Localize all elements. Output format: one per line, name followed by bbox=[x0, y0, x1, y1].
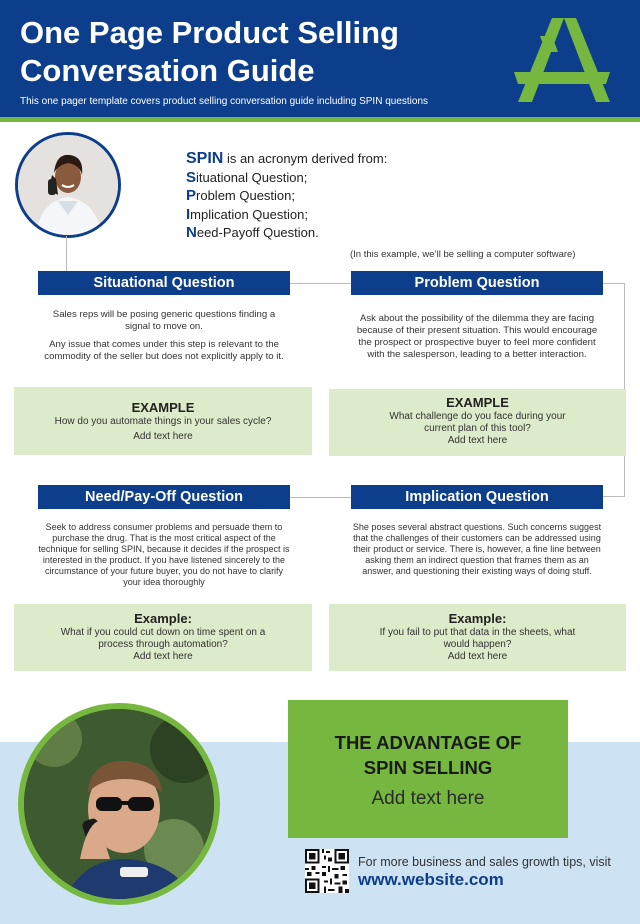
example-text: What if you could cut down on time spent on a process through automation? bbox=[60, 627, 266, 650]
example-title: Example: bbox=[448, 611, 507, 626]
spin-line-text: ituational Question; bbox=[196, 169, 308, 185]
example-text: If you fail to put that data in the sheets, what would happen? bbox=[379, 627, 576, 650]
spin-line-p bbox=[186, 187, 387, 206]
advantage-add-text: Add text here bbox=[371, 788, 485, 809]
implication-example-box bbox=[329, 604, 626, 671]
situational-body-para1: Sales reps will be posing generic questions finding a signal to move on. bbox=[52, 309, 276, 332]
implication-question-body: She poses several abstract questions. Such concerns suggest that the challenges of their customers can be addressed using their product or service. There is, however, a fine line between asking them an indirect question that frames them as an answer, and questioning their existing ways of doing stuff. bbox=[352, 522, 602, 576]
example-title: Example: bbox=[134, 611, 192, 626]
connector-top-horizontal bbox=[290, 283, 352, 284]
problem-question-header: Problem Question bbox=[351, 271, 603, 295]
spin-line-text: mplication Question; bbox=[190, 206, 308, 222]
problem-example-box bbox=[329, 389, 626, 456]
spin-line-n bbox=[186, 224, 387, 243]
problem-question-body: Ask about the possibility of the dilemma they are facing because of their present situation. This would encourage the prospect or prospective buyer to feel more confident with the salesperson, leading to a better interaction. bbox=[356, 313, 598, 360]
spin-initial: S bbox=[186, 168, 197, 186]
example-add-text: Add text here bbox=[447, 651, 508, 662]
spin-initial: I bbox=[186, 205, 191, 223]
example-title: EXAMPLE bbox=[446, 395, 509, 410]
need-payoff-question-header: Need/Pay-Off Question bbox=[38, 485, 290, 509]
example-note: (In this example, we’ll be selling a computer software) bbox=[350, 249, 576, 260]
qr-code-icon bbox=[305, 849, 349, 893]
example-add-text: Add text here bbox=[133, 431, 193, 442]
spin-line-i bbox=[186, 206, 387, 225]
page-subtitle: This one pager template covers product selling conversation guide including SPIN questions bbox=[20, 96, 429, 107]
footer-website-link[interactable]: www.website.com bbox=[358, 870, 504, 889]
implication-question-header: Implication Question bbox=[351, 485, 603, 509]
footer-text: For more business and sales growth tips, visit bbox=[358, 855, 611, 869]
spin-line-s bbox=[186, 169, 387, 188]
example-title: EXAMPLE bbox=[131, 400, 195, 415]
spin-word: SPIN bbox=[186, 150, 224, 167]
spin-initial: P bbox=[186, 187, 197, 204]
example-add-text: Add text here bbox=[133, 651, 193, 662]
header-banner bbox=[0, 0, 640, 117]
spin-definition bbox=[186, 150, 387, 243]
businesswoman-photo bbox=[15, 132, 121, 238]
example-text: How do you automate things in your sales cycle? bbox=[54, 416, 272, 427]
advantage-title-line1: THE ADVANTAGE OF bbox=[334, 732, 522, 753]
header-accent-bar bbox=[0, 117, 640, 122]
spin-line-text: roblem Question; bbox=[196, 188, 296, 203]
page-title: One Page Product Selling Conversation Guide bbox=[20, 15, 399, 88]
man-on-phone-photo bbox=[18, 703, 220, 905]
connector-left-vertical bbox=[66, 236, 67, 272]
example-text: What challenge do you face during your current plan of this tool? bbox=[389, 411, 566, 434]
spin-line-text: eed-Payoff Question. bbox=[196, 225, 319, 240]
situational-question-body bbox=[42, 309, 286, 363]
need-payoff-example-box bbox=[14, 604, 312, 671]
situational-question-header: Situational Question bbox=[38, 271, 290, 295]
situational-example-box bbox=[14, 387, 312, 455]
spin-initial: N bbox=[186, 224, 197, 241]
need-payoff-question-body: Seek to address consumer problems and persuade them to purchase the drug. That is the most critical aspect of the technique for selling SPIN, because it decides if the prospect is interested in the product. If you have listened sincerely to the circumstance of your future buyer, you do not have to clarify your idea thoroughly bbox=[38, 522, 290, 587]
situational-body-para2: Any issue that comes under this step is relevant to the commodity of the seller but does not explicitly apply to it. bbox=[44, 339, 284, 362]
advantage-title-line2: SPIN SELLING bbox=[363, 757, 493, 778]
advantage-box bbox=[288, 700, 568, 838]
advantage-title bbox=[288, 730, 568, 780]
connector-middle-horizontal bbox=[290, 497, 352, 498]
abstract-a-logo-icon bbox=[512, 16, 612, 106]
spin-heading bbox=[186, 150, 387, 169]
spin-intro: is an acronym derived from: bbox=[223, 151, 388, 166]
example-add-text: Add text here bbox=[447, 435, 508, 446]
